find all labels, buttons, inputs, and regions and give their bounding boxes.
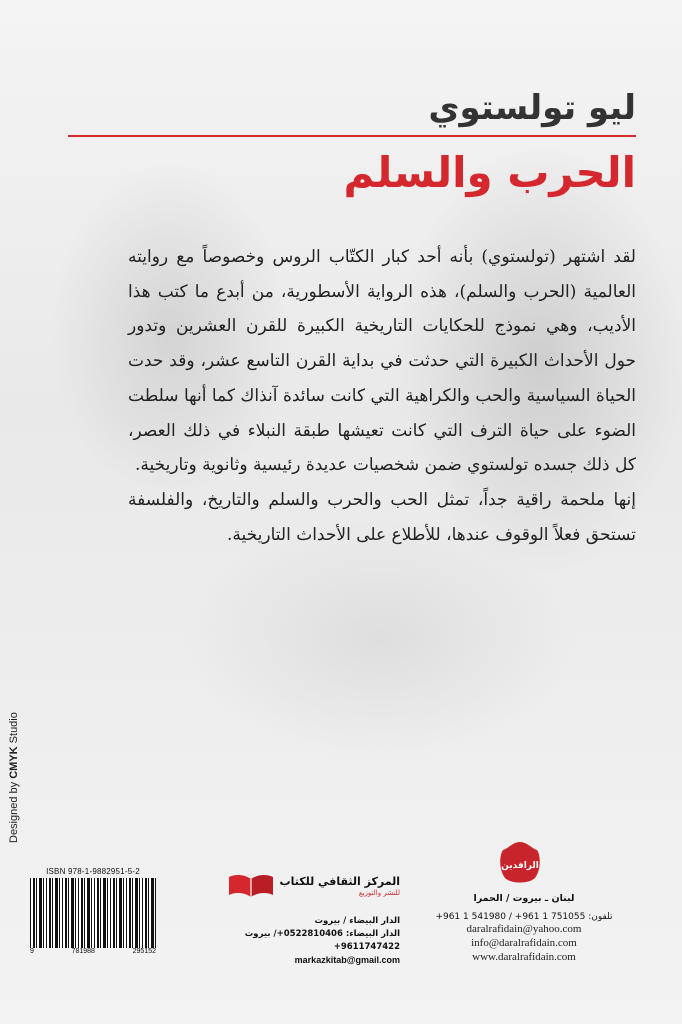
blurb-paragraph-1: لقد اشتهر (تولستوي) بأنه أحد كبار الكتّاب الروس وخصوصاً مع روايته العالمية (الحرب والسلم)، هذه الرواية الأسطورية، من أبدع ما كتب هذا الأديب، وهي نموذج للحكايات التاريخية الكبيرة للقرن العشرين وتدور حول الأحداث الكبيرة التي حدثت في بداية القرن التاسع عشر، وقد حدت الحياة السياسية والحب والكراهية التي كانت سائدة آنذاك كما أنها سلطت الضوء على حياة الترف التي كانت تعيشها طبقة النبلاء في ذلك العصر، كل ذلك جسده تولستوي ضمن شخصيات عديدة رئيسية وثانوية وتاريخية. <box>128 247 636 476</box>
publisher-markaz-cities: الدار البيضاء / بيروت <box>314 916 400 926</box>
barcode-bars <box>30 878 156 948</box>
publisher-markaz-subtitle: للنشر والتوزيع <box>358 889 400 897</box>
author-name: ليو تولستوي <box>428 88 636 128</box>
publisher-markaz-name: المركز الثقافي للكتاب <box>279 875 400 888</box>
open-book-logo-icon <box>228 873 274 899</box>
publisher-rafidain <box>420 893 628 964</box>
book-title: الحرب والسلم <box>343 148 636 197</box>
blurb <box>128 240 636 552</box>
publisher-rafidain-email-2: info@daralrafidain.com <box>471 937 577 949</box>
publisher-markaz-phones: الدار البيضاء: 0522810406+/ بيروت 9611747422+ <box>244 929 400 952</box>
isbn-barcode <box>30 867 156 955</box>
publisher-rafidain-phone: تلفون: 751055 1 961+ / 541980 1 961+ <box>435 912 613 922</box>
rafidain-logo-icon <box>497 840 543 886</box>
barcode-digits: 9 781988 295152 <box>30 948 156 955</box>
publisher-rafidain-website: www.daralrafidain.com <box>472 951 576 963</box>
title-divider <box>68 135 636 137</box>
publisher-rafidain-email-1: daralrafidain@yahoo.com <box>466 923 582 935</box>
blurb-paragraph-2: إنها ملحمة راقية جداً، تمثل الحب والحرب والسلم والتاريخ، والفلسفة تستحق فعلاً الوقوف عندها، للأطلاع على الأحداث التاريخية. <box>128 489 636 545</box>
designer-credit: Designed by CMYK Studio <box>8 712 20 843</box>
svg-text:الرافدين: الرافدين <box>501 861 539 871</box>
publisher-markaz-email: markazkitab@gmail.com <box>294 955 400 965</box>
publisher-rafidain-address: لبنان ـ بيروت / الحمرا <box>473 893 575 904</box>
isbn-number: ISBN 978-1-9882951-5-2 <box>46 867 140 876</box>
publisher-markaz <box>180 873 400 967</box>
